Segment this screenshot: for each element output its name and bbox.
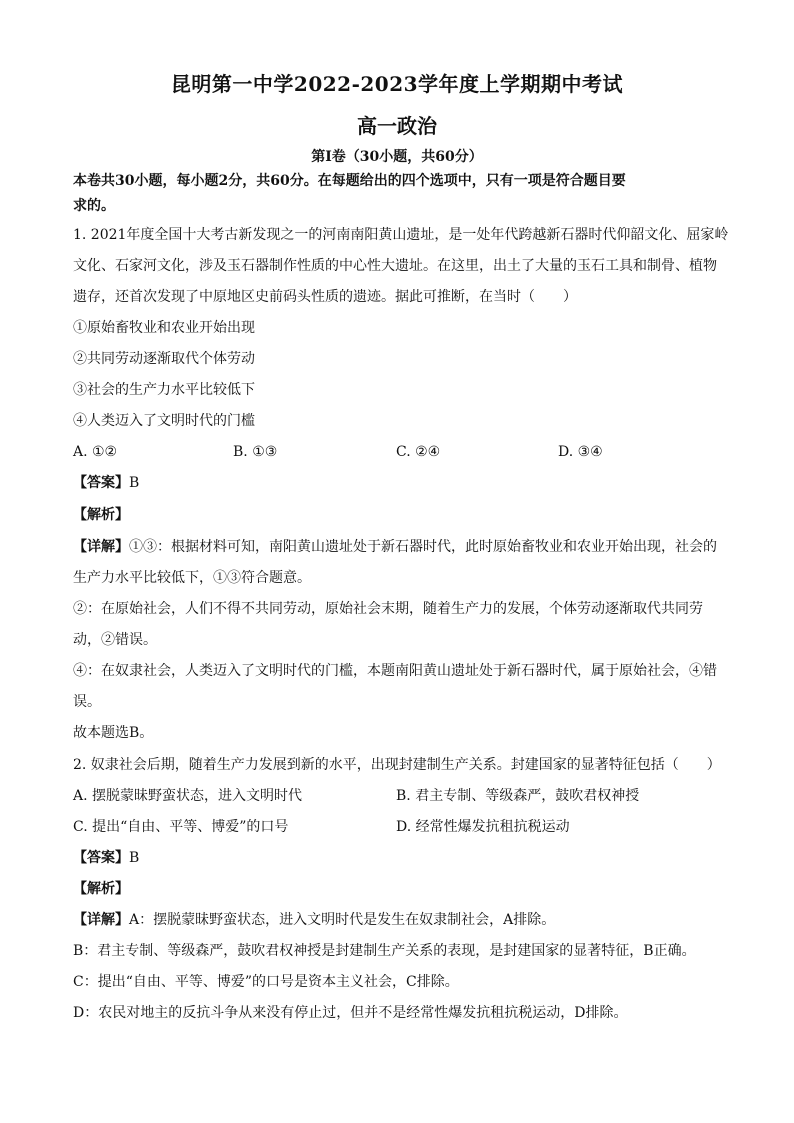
section-heading: 第Ⅰ卷（30小题，共60分） [311,149,483,165]
q2-option-c: C. 提出“自由、平等、博爱”的口号 [73,819,289,835]
q1-statement-4: ④人类迈入了文明时代的门槛 [73,413,255,429]
q1-analysis-label: 【解析】 [73,507,129,523]
q2-detail-label: 【详解】 [73,912,129,928]
q1-detail-text-1: ①③：根据材料可知，南阳黄山遗址处于新石器时代，此时原始畜牧业和农业开始出现，社会的 [129,539,717,555]
q1-statement-1: ①原始畜牧业和农业开始出现 [73,320,255,336]
q2-option-a: A. 摆脱蒙昧野蛮状态，进入文明时代 [73,788,303,804]
q2-detail-line-4: D：农民对地主的反抗斗争从来没有停止过，但并不是经常性爆发抗租抗税运动，D排除。 [73,1005,628,1021]
q1-statement-3: ③社会的生产力水平比较低下 [73,382,255,398]
q2-option-b: B. 君主专制、等级森严，鼓吹君权神授 [396,788,640,804]
q1-option-a: A. ①② [73,444,118,460]
q1-detail-line-2: 生产力水平比较低下，①③符合题意。 [73,570,311,586]
instructions-line-1: 本卷共30小题，每小题2分，共60分。在每题给出的四个选项中，只有一项是符合题目要 [73,173,626,189]
q1-conclusion: 故本题选B。 [73,725,154,741]
exam-subject: 高一政治 [357,114,437,138]
q2-analysis-label: 【解析】 [73,881,129,897]
exam-title: 昆明第一中学2022-2023学年度上学期期中考试 [170,72,624,96]
q1-answer-label: 【答案】 [73,475,129,491]
q2-detail-text-1: A：摆脱蒙昧野蛮状态，进入文明时代是发生在奴隶制社会，A排除。 [129,912,556,928]
q2-stem: 2. 奴隶社会后期，随着生产力发展到新的水平，出现封建制生产关系。封建国家的显著特征包括（ ） [73,757,721,773]
q1-option-c: C. ②④ [396,444,441,460]
q2-answer-label: 【答案】 [73,850,129,866]
q1-stem-line-2: 文化、石家河文化，涉及玉石器制作性质的中心性大遗址。在这里，出土了大量的玉石工具和制骨、植物 [73,258,717,274]
q1-answer [73,473,733,493]
q2-detail-line-2: B：君主专制、等级森严，鼓吹君权神授是封建制生产关系的表现，是封建国家的显著特征，B正确。 [73,943,696,959]
q1-option-d: D. ③④ [558,444,603,460]
q1-answer-value: B [129,475,140,491]
q1-stem-line-1: 1. 2021年度全国十大考古新发现之一的河南南阳黄山遗址，是一处年代跨越新石器时代仰韶文化、屈家岭 [73,227,729,243]
q1-detail-line-1 [73,537,733,557]
q1-option-b: B. ①③ [233,444,278,460]
q2-detail-line-3: C：提出“自由、平等、博爱”的口号是资本主义社会，C排除。 [73,974,459,990]
q1-detail-line-3: ②：在原始社会，人们不得不共同劳动，原始社会末期，随着生产力的发展，个体劳动逐渐取代共同劳 [73,601,703,617]
q2-detail-line-1 [73,910,733,930]
q1-detail-line-4: 动，②错误。 [73,632,157,648]
q1-detail-label: 【详解】 [73,539,129,555]
q1-statement-2: ②共同劳动逐渐取代个体劳动 [73,351,255,367]
q1-detail-line-5: ④：在奴隶社会，人类迈入了文明时代的门槛，本题南阳黄山遗址处于新石器时代，属于原始社会，④错 [73,663,717,679]
instructions-line-2: 求的。 [73,198,115,214]
q2-answer-value: B [129,850,140,866]
q2-option-d: D. 经常性爆发抗租抗税运动 [396,819,570,835]
q2-answer [73,848,733,868]
q1-detail-line-6: 误。 [73,694,101,710]
q1-stem-line-3: 遗存，还首次发现了中原地区史前码头性质的遗迹。据此可推断，在当时（ ） [73,289,577,305]
